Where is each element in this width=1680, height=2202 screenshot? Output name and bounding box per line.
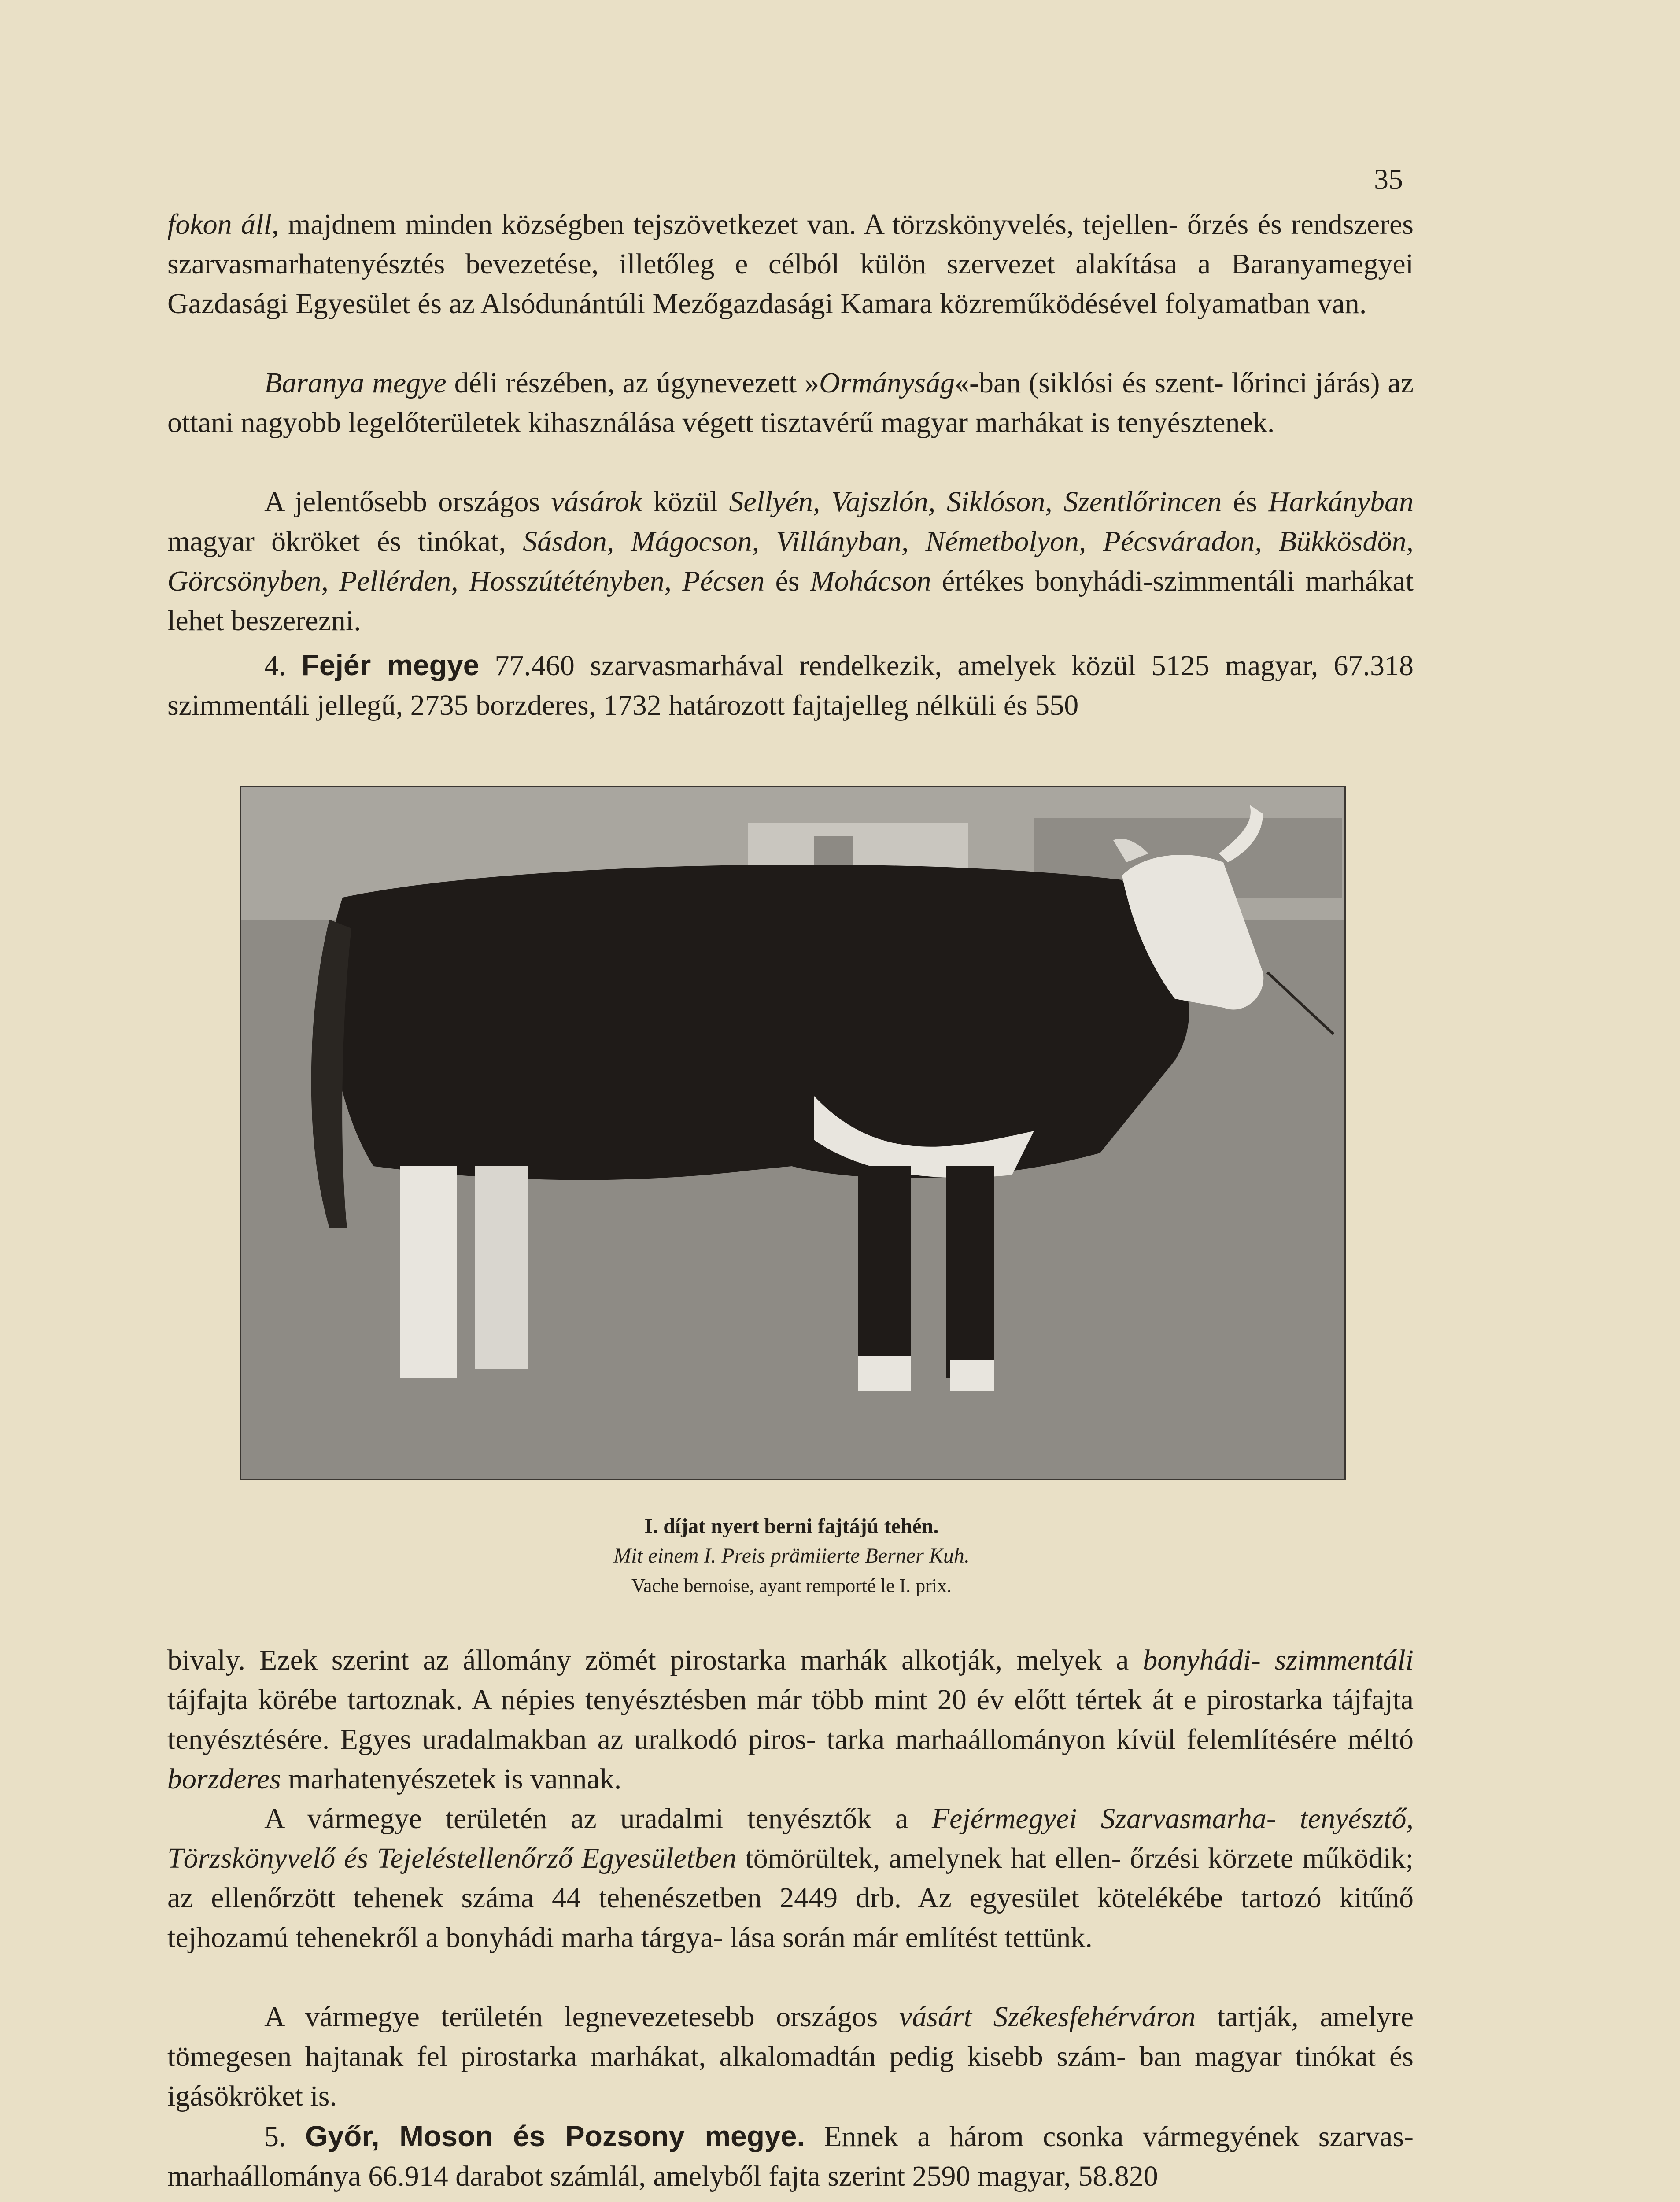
caption-hungarian: I. díjat nyert berni fajtájú tehén. (644, 1515, 939, 1538)
caption-french: Vache bernoise, ayant remporté le I. prix. (631, 1575, 952, 1596)
cow-photo (240, 786, 1346, 1480)
paragraph-6: A vármegye területén az uradalmi tenyésztők a Fejérmegyei Szarvasmarha- tenyésztő, Törzskönyvelő és Tejeléstellenőrző Egyesületben tömörültek, amelynek hat ellen- őrzési körzete működik; az ellenőrzött tehenek száma 44 tehenészetben 2449 drb. Az egyesület kötelékébe tartozó kitűnő tejhozamú tehenekről a bonyhádi marha tárgya- lása során már említést tettünk. (167, 1803, 1414, 1954)
paragraph-7: A vármegye területén legnevezetesebb országos vásárt Székesfehérváron tartják, amelyre tömegesen hajtanak fel pirostarka marhákat, alkalomadtán pedig kisebb szám- ban magyar tinókat és igásökröket is. (167, 2001, 1414, 2112)
paragraph-1: fokon áll, majdnem minden községben tejszövetkezet van. A törzskönyvelés, tejellen- őrzés és rendszeres szarvasmarhatenyésztés bevezetése, illetőleg e célból külön szervezet alakítása a Baranyamegyei Gazdasági Egyesület és az Alsódunántúli Mezőgazdasági Kamara közreműködésével folyamatban van. (167, 208, 1414, 320)
caption-german: Mit einem I. Preis prämiierte Berner Kuh. (613, 1544, 970, 1567)
page-number: 35 (1374, 163, 1403, 196)
section-heading: Győr, Moson és Pozsony megye. (305, 2120, 805, 2152)
paragraph-3: A jelentősebb országos vásárok közül Sellyén, Vajszlón, Siklóson, Szentlőrincen és Harkányban magyar ökröket és tinókat, Sásdon, Mágocson, Villányban, Németbolyon, Pécsváradon, Bükkösdön, Görcsönyben, Pellérden, Hosszútétényben, Pécsen és Mohácson értékes bonyhádi-szimmentáli marhákat lehet beszerezni. (167, 486, 1414, 637)
paragraph-8: 5. Győr, Moson és Pozsony megye. Ennek a három csonka vármegyének szarvas- marhaállománya 66.914 darabot számlál, amelyből fajta szerint 2590 magyar, 58.820 (167, 2120, 1414, 2192)
italic-text: fokon áll (167, 208, 272, 240)
paragraph-4: 4. Fejér megye 77.460 szarvasmarhával rendelkezik, amelyek közül 5125 magyar, 67.318 szimmentáli jellegű, 2735 borzderes, 1732 határozott fajtajelleg nélküli és 550 (167, 649, 1414, 721)
paragraph-5: bivaly. Ezek szerint az állomány zömét pirostarka marhák alkotják, melyek a bonyhádi- szimmentáli tájfajta körébe tartoznak. A népies tenyésztésben már több mint 20 év előtt tértek át e pirostarka tájfajta tenyésztésére. Egyes uradalmakban az uralkodó piros- tarka marhaállományon kívül felemlítésére méltó borzderes marhatenyészetek is vannak. (167, 1644, 1414, 1795)
section-heading: Fejér megye (301, 649, 480, 681)
paragraph-2: Baranya megye déli részében, az úgynevezett »Ormányság«-ban (siklósi és szent- lőrinci járás) az ottani nagyobb legelőterületek kihasználása végett tisztavérű magyar marhákat is tenyésztenek. (167, 367, 1414, 439)
